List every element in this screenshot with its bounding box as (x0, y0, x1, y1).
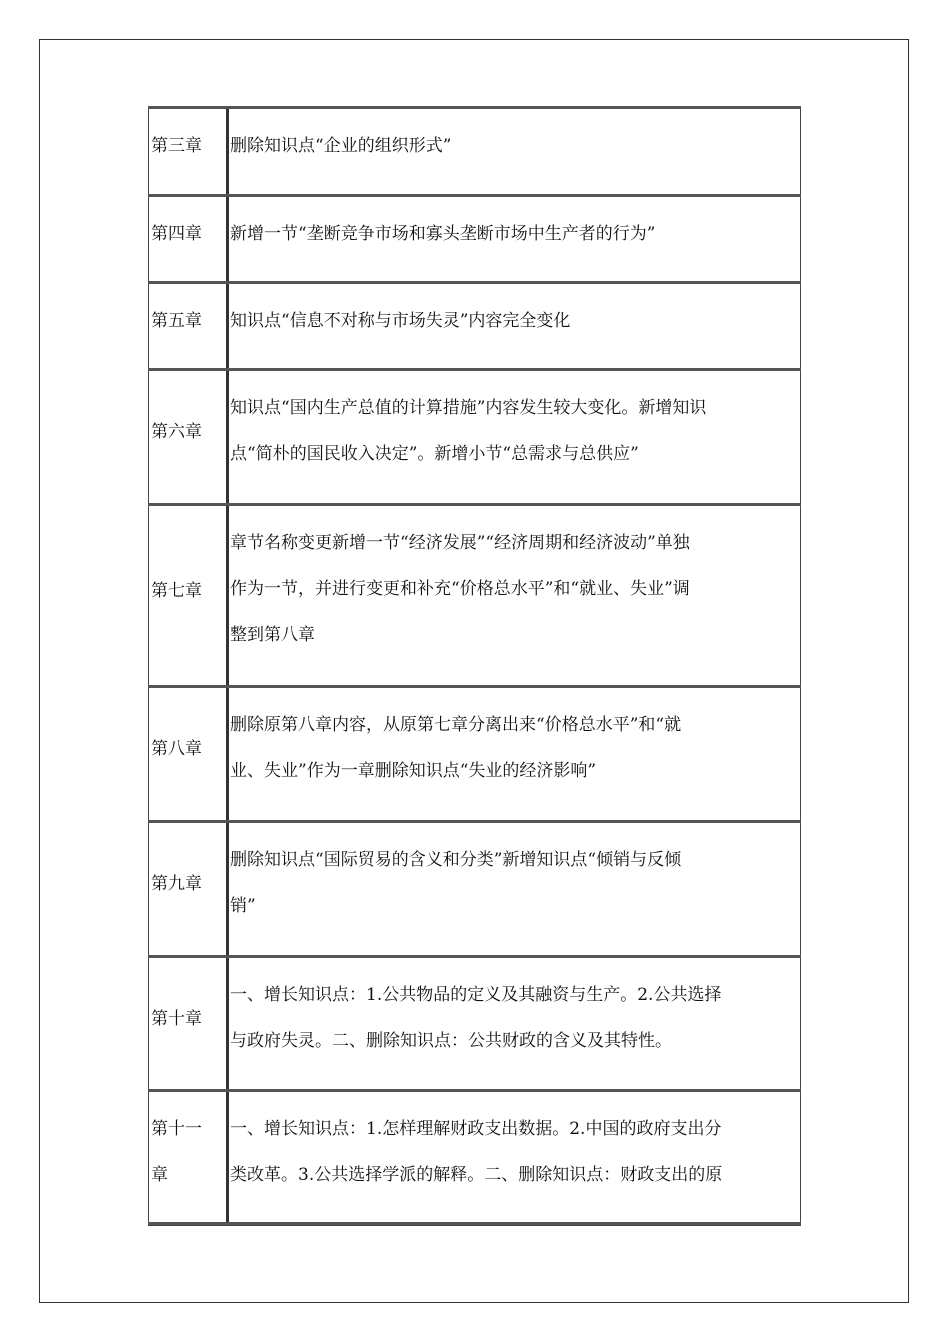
table-row (148, 1089, 801, 1223)
chapter-label: 第三章 (151, 136, 202, 156)
change-description (230, 123, 790, 169)
chapter-label: 第十章 (151, 1009, 202, 1029)
description-line: 整到第八章 (230, 625, 315, 645)
description-line: 知识点“国内生产总值的计算措施”内容发生较大变化。新增知识 (230, 398, 707, 418)
description-line: 作为一节，并进行变更和补充“价格总水平”和“就业、失业”调 (230, 579, 690, 599)
change-description (230, 211, 790, 257)
change-description (230, 385, 790, 477)
description-line: 业、失业”作为一章删除知识点“失业的经济影响” (230, 761, 597, 781)
chapter-label-line: 第十一 (151, 1119, 202, 1139)
table-row (148, 503, 801, 686)
chapter-label: 第九章 (151, 874, 202, 894)
chapter-label-line: 章 (151, 1165, 168, 1185)
description-line: 知识点“信息不对称与市场失灵”内容完全变化 (230, 311, 571, 331)
chapter-label: 第八章 (151, 739, 202, 759)
description-line: 一、增长知识点：1.公共物品的定义及其融资与生产。2.公共选择 (230, 985, 722, 1005)
chapter-label (151, 1106, 221, 1198)
table-row (148, 955, 801, 1091)
description-line: 删除知识点“国际贸易的含义和分类”新增知识点“倾销与反倾 (230, 850, 682, 870)
change-description (230, 702, 790, 794)
description-line: 与政府失灵。二、删除知识点：公共财政的含义及其特性。 (230, 1031, 672, 1051)
description-line: 删除原第八章内容，从原第七章分离出来“价格总水平”和“就 (230, 715, 682, 735)
description-line: 销” (230, 896, 256, 916)
chapter-label: 第四章 (151, 224, 202, 244)
description-line: 删除知识点“企业的组织形式” (230, 136, 452, 156)
table-row (148, 281, 801, 369)
description-line: 点“简朴的国民收入决定”。新增小节“总需求与总供应” (230, 444, 639, 464)
change-description (230, 1106, 790, 1198)
change-description (230, 298, 790, 344)
change-description (230, 520, 790, 658)
table-row (148, 194, 801, 282)
change-description (230, 837, 790, 929)
table-row (148, 820, 801, 956)
table-row (148, 368, 801, 504)
description-line: 新增一节“垄断竞争市场和寡头垄断市场中生产者的行为” (230, 224, 656, 244)
chapter-label: 第七章 (151, 581, 202, 601)
table-bottom-border (148, 1222, 801, 1225)
description-line: 章节名称变更新增一节“经济发展”“经济周期和经济波动”单独 (230, 533, 690, 553)
change-description (230, 972, 790, 1064)
table-row (148, 685, 801, 821)
chapter-label: 第六章 (151, 422, 202, 442)
description-line: 一、增长知识点：1.怎样理解财政支出数据。2.中国的政府支出分 (230, 1119, 722, 1139)
chapter-label: 第五章 (151, 311, 202, 331)
description-line: 类改革。3.公共选择学派的解释。二、删除知识点：财政支出的原 (230, 1165, 723, 1185)
table-row (148, 106, 801, 196)
